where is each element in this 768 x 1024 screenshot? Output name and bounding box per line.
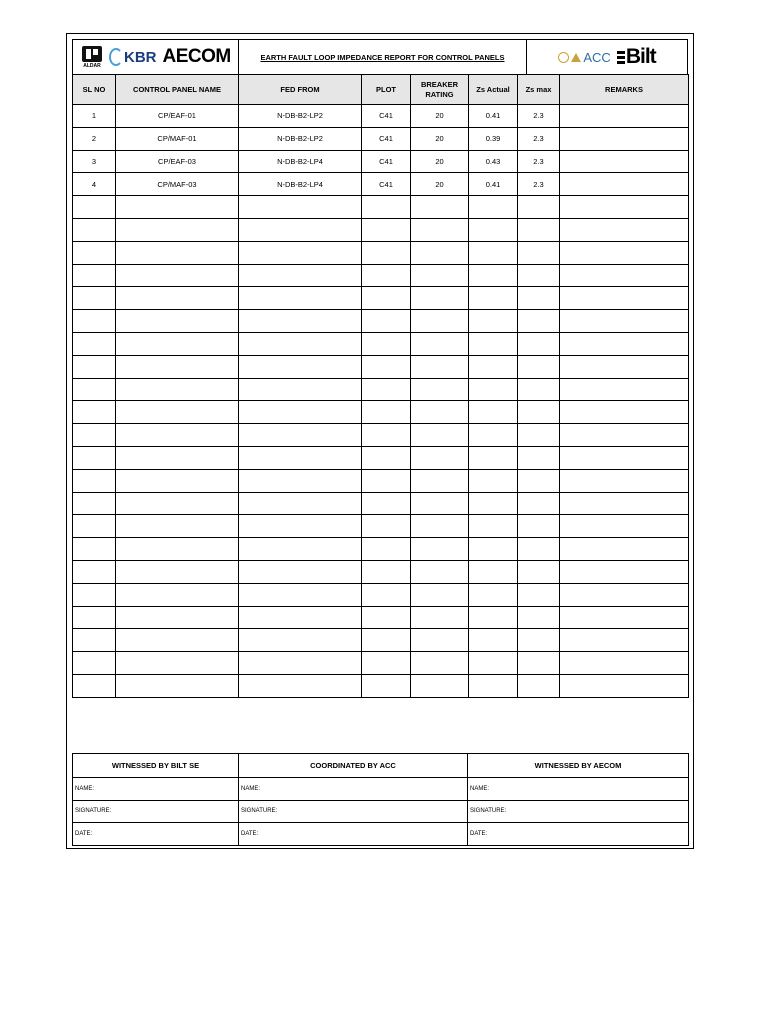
- sl-no-cell[interactable]: [73, 538, 116, 561]
- sl-no-cell[interactable]: [73, 218, 116, 241]
- zs-max-cell[interactable]: [518, 606, 560, 629]
- bilt-logo: Bilt: [617, 45, 656, 69]
- sl-no-cell[interactable]: [73, 310, 116, 333]
- control-panel-name-cell[interactable]: [116, 218, 239, 241]
- breaker-rating-cell[interactable]: [411, 583, 469, 606]
- table-row: [73, 332, 689, 355]
- plot-cell[interactable]: [362, 538, 411, 561]
- bilt-bars-icon: [617, 51, 625, 64]
- zs-actual-cell[interactable]: [469, 424, 518, 447]
- plot-cell[interactable]: [362, 218, 411, 241]
- zs-actual-cell[interactable]: [469, 469, 518, 492]
- table-row: [73, 674, 689, 697]
- table-row: [73, 401, 689, 424]
- breaker-rating-cell[interactable]: [411, 492, 469, 515]
- sl-no-cell[interactable]: [73, 606, 116, 629]
- zs-actual-cell[interactable]: [469, 310, 518, 333]
- breaker-rating-cell[interactable]: 20: [411, 105, 469, 128]
- sl-no-cell[interactable]: [73, 355, 116, 378]
- col-header-remarks: REMARKS: [560, 75, 689, 105]
- zs-max-cell[interactable]: [518, 583, 560, 606]
- table-row: [73, 583, 689, 606]
- zs-actual-cell[interactable]: [469, 560, 518, 583]
- breaker-rating-cell[interactable]: 20: [411, 173, 469, 196]
- breaker-rating-cell[interactable]: [411, 264, 469, 287]
- acc-date-field[interactable]: DATE:: [239, 823, 468, 846]
- sl-no-cell[interactable]: [73, 196, 116, 219]
- remarks-cell[interactable]: [560, 629, 689, 652]
- remarks-cell[interactable]: [560, 127, 689, 150]
- sl-no-cell[interactable]: [73, 378, 116, 401]
- sl-no-cell[interactable]: [73, 674, 116, 697]
- signature-signature-row: [73, 800, 689, 823]
- col-header-plot: PLOT: [362, 75, 411, 105]
- report-header: [72, 39, 688, 75]
- remarks-cell[interactable]: [560, 446, 689, 469]
- zs-actual-cell[interactable]: [469, 538, 518, 561]
- bilt-name-field[interactable]: NAME:: [73, 778, 239, 801]
- sl-no-cell[interactable]: [73, 446, 116, 469]
- plot-cell[interactable]: [362, 583, 411, 606]
- table-row: [73, 196, 689, 219]
- remarks-cell[interactable]: [560, 652, 689, 675]
- zs-max-cell[interactable]: [518, 424, 560, 447]
- plot-cell[interactable]: C41: [362, 105, 411, 128]
- plot-cell[interactable]: [362, 378, 411, 401]
- remarks-cell[interactable]: [560, 355, 689, 378]
- fed-from-cell[interactable]: [239, 196, 362, 219]
- control-panel-name-cell[interactable]: [116, 241, 239, 264]
- witnessed-by-bilt-header: WITNESSED BY BILT SE: [73, 754, 239, 778]
- control-panel-name-cell[interactable]: [116, 332, 239, 355]
- table-row: [73, 150, 689, 173]
- zs-actual-cell[interactable]: [469, 446, 518, 469]
- breaker-rating-cell[interactable]: [411, 424, 469, 447]
- fed-from-cell[interactable]: [239, 674, 362, 697]
- zs-max-cell[interactable]: [518, 310, 560, 333]
- breaker-rating-cell[interactable]: [411, 401, 469, 424]
- sl-no-cell[interactable]: 3: [73, 150, 116, 173]
- breaker-rating-cell[interactable]: [411, 606, 469, 629]
- fed-from-cell[interactable]: [239, 515, 362, 538]
- fed-from-cell[interactable]: [239, 287, 362, 310]
- breaker-rating-cell[interactable]: 20: [411, 150, 469, 173]
- control-panel-name-cell[interactable]: [116, 515, 239, 538]
- zs-max-cell[interactable]: [518, 492, 560, 515]
- zs-max-cell[interactable]: [518, 446, 560, 469]
- table-header-row: [73, 75, 689, 105]
- table-row: [73, 515, 689, 538]
- fed-from-cell[interactable]: N-DB-B2-LP2: [239, 127, 362, 150]
- breaker-rating-cell[interactable]: [411, 560, 469, 583]
- client-logos: [73, 40, 239, 74]
- table-row: [73, 355, 689, 378]
- remarks-cell[interactable]: [560, 583, 689, 606]
- zs-actual-cell[interactable]: [469, 674, 518, 697]
- remarks-cell[interactable]: [560, 218, 689, 241]
- zs-actual-cell[interactable]: [469, 196, 518, 219]
- kbr-swirl-icon: [109, 48, 123, 66]
- fed-from-cell[interactable]: [239, 378, 362, 401]
- table-row: [73, 606, 689, 629]
- plot-cell[interactable]: [362, 606, 411, 629]
- remarks-cell[interactable]: [560, 150, 689, 173]
- control-panel-name-cell[interactable]: [116, 560, 239, 583]
- sl-no-cell[interactable]: 1: [73, 105, 116, 128]
- control-panel-name-cell[interactable]: [116, 424, 239, 447]
- fed-from-cell[interactable]: [239, 310, 362, 333]
- witnessed-by-aecom-header: WITNESSED BY AECOM: [468, 754, 689, 778]
- sl-no-cell[interactable]: [73, 560, 116, 583]
- sl-no-cell[interactable]: [73, 515, 116, 538]
- table-row: [73, 218, 689, 241]
- breaker-rating-cell[interactable]: [411, 446, 469, 469]
- fed-from-cell[interactable]: [239, 538, 362, 561]
- fed-from-cell[interactable]: [239, 401, 362, 424]
- zs-max-cell[interactable]: [518, 332, 560, 355]
- fed-from-cell[interactable]: [239, 469, 362, 492]
- aldar-mark-icon: [82, 46, 102, 62]
- fed-from-cell[interactable]: [239, 606, 362, 629]
- zs-max-cell[interactable]: [518, 515, 560, 538]
- sl-no-cell[interactable]: [73, 401, 116, 424]
- zs-actual-cell[interactable]: [469, 652, 518, 675]
- breaker-rating-cell[interactable]: [411, 515, 469, 538]
- signature-name-row: [73, 778, 689, 801]
- control-panel-name-cell[interactable]: [116, 606, 239, 629]
- acc-logo: ACC: [558, 50, 610, 65]
- breaker-rating-cell[interactable]: [411, 241, 469, 264]
- zs-actual-cell[interactable]: [469, 264, 518, 287]
- plot-cell[interactable]: [362, 241, 411, 264]
- aldar-logo: ALDAR: [81, 46, 103, 69]
- zs-actual-cell[interactable]: [469, 355, 518, 378]
- plot-cell[interactable]: [362, 332, 411, 355]
- zs-max-cell[interactable]: 2.3: [518, 105, 560, 128]
- fed-from-cell[interactable]: [239, 492, 362, 515]
- plot-cell[interactable]: [362, 287, 411, 310]
- zs-actual-cell[interactable]: 0.41: [469, 173, 518, 196]
- sl-no-cell[interactable]: [73, 629, 116, 652]
- plot-cell[interactable]: [362, 310, 411, 333]
- zs-actual-cell[interactable]: [469, 606, 518, 629]
- col-header-breaker-rating: BREAKER RATING: [411, 75, 469, 105]
- plot-cell[interactable]: [362, 629, 411, 652]
- report-title: EARTH FAULT LOOP IMPEDANCE REPORT FOR CONTROL PANELS: [239, 40, 527, 74]
- zs-max-cell[interactable]: 2.3: [518, 173, 560, 196]
- zs-max-cell[interactable]: [518, 469, 560, 492]
- remarks-cell[interactable]: [560, 310, 689, 333]
- plot-cell[interactable]: C41: [362, 173, 411, 196]
- kbr-logo: KBR: [109, 48, 157, 66]
- control-panel-name-cell[interactable]: [116, 652, 239, 675]
- col-header-fed-from: FED FROM: [239, 75, 362, 105]
- fed-from-cell[interactable]: [239, 560, 362, 583]
- zs-max-cell[interactable]: 2.3: [518, 127, 560, 150]
- remarks-cell[interactable]: [560, 674, 689, 697]
- col-header-zs-actual: Zs Actual: [469, 75, 518, 105]
- contractor-logos: [527, 40, 687, 74]
- plot-cell[interactable]: C41: [362, 127, 411, 150]
- zs-actual-cell[interactable]: [469, 629, 518, 652]
- plot-cell[interactable]: [362, 264, 411, 287]
- control-panel-name-cell[interactable]: CP/EAF-03: [116, 150, 239, 173]
- table-row: [73, 538, 689, 561]
- sl-no-cell[interactable]: [73, 492, 116, 515]
- zs-actual-cell[interactable]: [469, 492, 518, 515]
- fed-from-cell[interactable]: [239, 629, 362, 652]
- impedance-table: [72, 74, 689, 698]
- fed-from-cell[interactable]: [239, 355, 362, 378]
- control-panel-name-cell[interactable]: [116, 196, 239, 219]
- acc-triangle-icon: [571, 53, 581, 62]
- breaker-rating-cell[interactable]: [411, 652, 469, 675]
- remarks-cell[interactable]: [560, 196, 689, 219]
- zs-max-cell[interactable]: [518, 241, 560, 264]
- zs-max-cell[interactable]: [518, 264, 560, 287]
- remarks-cell[interactable]: [560, 241, 689, 264]
- zs-actual-cell[interactable]: [469, 401, 518, 424]
- control-panel-name-cell[interactable]: CP/MAF-03: [116, 173, 239, 196]
- table-row: [73, 241, 689, 264]
- zs-max-cell[interactable]: [518, 401, 560, 424]
- breaker-rating-cell[interactable]: [411, 310, 469, 333]
- remarks-cell[interactable]: [560, 606, 689, 629]
- fed-from-cell[interactable]: [239, 218, 362, 241]
- zs-max-cell[interactable]: 2.3: [518, 150, 560, 173]
- acc-signature-field[interactable]: SIGNATURE:: [239, 800, 468, 823]
- table-row: [73, 629, 689, 652]
- control-panel-name-cell[interactable]: [116, 629, 239, 652]
- breaker-rating-cell[interactable]: [411, 538, 469, 561]
- sl-no-cell[interactable]: [73, 287, 116, 310]
- fed-from-cell[interactable]: N-DB-B2-LP4: [239, 173, 362, 196]
- breaker-rating-cell[interactable]: [411, 629, 469, 652]
- sl-no-cell[interactable]: [73, 469, 116, 492]
- zs-max-cell[interactable]: [518, 560, 560, 583]
- control-panel-name-cell[interactable]: [116, 583, 239, 606]
- zs-actual-cell[interactable]: [469, 378, 518, 401]
- remarks-cell[interactable]: [560, 515, 689, 538]
- zs-max-cell[interactable]: [518, 355, 560, 378]
- signature-date-row: [73, 823, 689, 846]
- plot-cell[interactable]: [362, 469, 411, 492]
- table-row: [73, 173, 689, 196]
- table-row: [73, 652, 689, 675]
- fed-from-cell[interactable]: [239, 264, 362, 287]
- table-row: [73, 378, 689, 401]
- plot-cell[interactable]: [362, 492, 411, 515]
- col-header-sl-no: SL NO: [73, 75, 116, 105]
- fed-from-cell[interactable]: [239, 652, 362, 675]
- zs-actual-cell[interactable]: 0.39: [469, 127, 518, 150]
- table-row: [73, 469, 689, 492]
- bilt-date-field[interactable]: DATE:: [73, 823, 239, 846]
- acc-swirl-icon: [558, 52, 569, 63]
- breaker-rating-cell[interactable]: [411, 469, 469, 492]
- breaker-rating-cell[interactable]: [411, 218, 469, 241]
- sl-no-cell[interactable]: 2: [73, 127, 116, 150]
- remarks-cell[interactable]: [560, 424, 689, 447]
- sl-no-cell[interactable]: [73, 264, 116, 287]
- breaker-rating-cell[interactable]: [411, 674, 469, 697]
- remarks-cell[interactable]: [560, 105, 689, 128]
- control-panel-name-cell[interactable]: [116, 469, 239, 492]
- sl-no-cell[interactable]: [73, 652, 116, 675]
- signature-header-row: [73, 754, 689, 778]
- control-panel-name-cell[interactable]: CP/EAF-01: [116, 105, 239, 128]
- acc-name-field[interactable]: NAME:: [239, 778, 468, 801]
- coordinated-by-acc-header: COORDINATED BY ACC: [239, 754, 468, 778]
- remarks-cell[interactable]: [560, 378, 689, 401]
- sl-no-cell[interactable]: [73, 241, 116, 264]
- sl-no-cell[interactable]: 4: [73, 173, 116, 196]
- plot-cell[interactable]: [362, 560, 411, 583]
- signature-table: [72, 753, 689, 846]
- control-panel-name-cell[interactable]: [116, 355, 239, 378]
- remarks-cell[interactable]: [560, 492, 689, 515]
- breaker-rating-cell[interactable]: [411, 355, 469, 378]
- aecom-name-field[interactable]: NAME:: [468, 778, 689, 801]
- table-row: [73, 127, 689, 150]
- aecom-signature-field[interactable]: SIGNATURE:: [468, 800, 689, 823]
- col-header-zs-max: Zs max: [518, 75, 560, 105]
- table-row: [73, 446, 689, 469]
- control-panel-name-cell[interactable]: [116, 401, 239, 424]
- zs-actual-cell[interactable]: [469, 287, 518, 310]
- plot-cell[interactable]: [362, 652, 411, 675]
- control-panel-name-cell[interactable]: [116, 378, 239, 401]
- zs-max-cell[interactable]: [518, 629, 560, 652]
- remarks-cell[interactable]: [560, 469, 689, 492]
- control-panel-name-cell[interactable]: CP/MAF-01: [116, 127, 239, 150]
- breaker-rating-cell[interactable]: [411, 196, 469, 219]
- breaker-rating-cell[interactable]: [411, 332, 469, 355]
- zs-actual-cell[interactable]: [469, 241, 518, 264]
- breaker-rating-cell[interactable]: 20: [411, 127, 469, 150]
- plot-cell[interactable]: [362, 196, 411, 219]
- zs-max-cell[interactable]: [518, 287, 560, 310]
- breaker-rating-cell[interactable]: [411, 378, 469, 401]
- sl-no-cell[interactable]: [73, 583, 116, 606]
- control-panel-name-cell[interactable]: [116, 287, 239, 310]
- plot-cell[interactable]: C41: [362, 150, 411, 173]
- zs-max-cell[interactable]: [518, 196, 560, 219]
- remarks-cell[interactable]: [560, 173, 689, 196]
- zs-actual-cell[interactable]: [469, 332, 518, 355]
- breaker-rating-cell[interactable]: [411, 287, 469, 310]
- zs-max-cell[interactable]: [518, 538, 560, 561]
- col-header-control-panel-name: CONTROL PANEL NAME: [116, 75, 239, 105]
- remarks-cell[interactable]: [560, 287, 689, 310]
- remarks-cell[interactable]: [560, 538, 689, 561]
- fed-from-cell[interactable]: [239, 424, 362, 447]
- fed-from-cell[interactable]: [239, 446, 362, 469]
- plot-cell[interactable]: [362, 424, 411, 447]
- zs-actual-cell[interactable]: [469, 583, 518, 606]
- zs-actual-cell[interactable]: [469, 515, 518, 538]
- sl-no-cell[interactable]: [73, 332, 116, 355]
- control-panel-name-cell[interactable]: [116, 492, 239, 515]
- table-row: [73, 560, 689, 583]
- plot-cell[interactable]: [362, 674, 411, 697]
- plot-cell[interactable]: [362, 355, 411, 378]
- control-panel-name-cell[interactable]: [116, 538, 239, 561]
- zs-max-cell[interactable]: [518, 378, 560, 401]
- remarks-cell[interactable]: [560, 264, 689, 287]
- zs-max-cell[interactable]: [518, 674, 560, 697]
- zs-actual-cell[interactable]: [469, 218, 518, 241]
- remarks-cell[interactable]: [560, 401, 689, 424]
- fed-from-cell[interactable]: [239, 332, 362, 355]
- plot-cell[interactable]: [362, 446, 411, 469]
- table-row: [73, 105, 689, 128]
- aecom-date-field[interactable]: DATE:: [468, 823, 689, 846]
- control-panel-name-cell[interactable]: [116, 310, 239, 333]
- table-row: [73, 264, 689, 287]
- sl-no-cell[interactable]: [73, 424, 116, 447]
- table-row: [73, 492, 689, 515]
- aecom-logo: AECOM: [162, 46, 231, 67]
- remarks-cell[interactable]: [560, 560, 689, 583]
- control-panel-name-cell[interactable]: [116, 446, 239, 469]
- remarks-cell[interactable]: [560, 332, 689, 355]
- table-row: [73, 424, 689, 447]
- zs-actual-cell[interactable]: 0.41: [469, 105, 518, 128]
- bilt-signature-field[interactable]: SIGNATURE:: [73, 800, 239, 823]
- fed-from-cell[interactable]: [239, 241, 362, 264]
- table-row: [73, 310, 689, 333]
- plot-cell[interactable]: [362, 401, 411, 424]
- fed-from-cell[interactable]: N-DB-B2-LP2: [239, 105, 362, 128]
- fed-from-cell[interactable]: N-DB-B2-LP4: [239, 150, 362, 173]
- table-row: [73, 287, 689, 310]
- control-panel-name-cell[interactable]: [116, 674, 239, 697]
- control-panel-name-cell[interactable]: [116, 264, 239, 287]
- zs-max-cell[interactable]: [518, 652, 560, 675]
- zs-max-cell[interactable]: [518, 218, 560, 241]
- plot-cell[interactable]: [362, 515, 411, 538]
- zs-actual-cell[interactable]: 0.43: [469, 150, 518, 173]
- fed-from-cell[interactable]: [239, 583, 362, 606]
